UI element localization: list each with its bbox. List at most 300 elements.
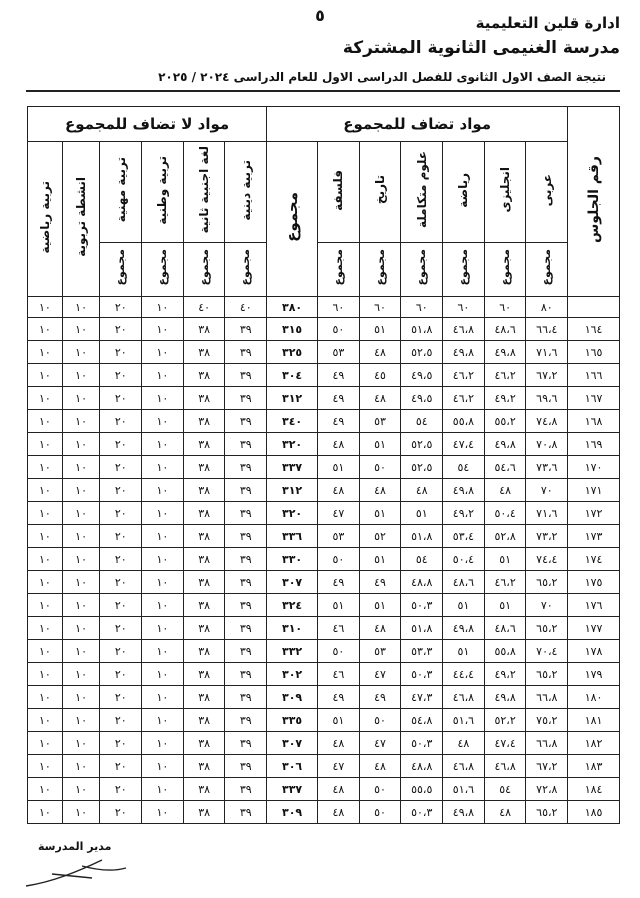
score-cell: ٤٩ [359,686,401,709]
score-cell: ٥١ [318,594,360,617]
score-cell: ١٠ [28,341,63,364]
score-cell: ٦٦،٤ [526,318,568,341]
score-cell: ٤٨ [443,732,485,755]
score-cell: ٧١،٦ [526,502,568,525]
score-cell: ٥٣ [359,640,401,663]
score-cell: ٢٠ [100,479,142,502]
score-cell: ١٠ [28,709,63,732]
score-cell: ٤٩،٨ [443,801,485,824]
total-cell: ٣١٠ [267,617,318,640]
subject-header-english: انجليزى [484,142,526,243]
score-cell: ١٠ [62,479,100,502]
table-row [28,410,620,433]
score-cell: ٧١،٦ [526,341,568,364]
seat-number-cell: ١٧٨ [568,640,620,663]
score-cell: ٢٠ [100,318,142,341]
subject-header-math: رياضة [443,142,485,243]
seat-number-cell: ١٧٠ [568,456,620,479]
score-cell: ١٠ [62,548,100,571]
max-score-cell: ٣٨٠ [267,297,318,318]
score-cell: ٣٨ [183,502,225,525]
subject-header-civics: تربية وطنية [142,142,184,243]
score-cell: ١٠ [142,709,184,732]
total-cell: ٣٠٩ [267,801,318,824]
table-row [28,479,620,502]
score-cell: ٦٥،٢ [526,801,568,824]
score-cell: ٤٧،٤ [484,732,526,755]
score-cell: ١٠ [142,548,184,571]
score-cell: ٣٩ [225,364,267,387]
score-cell: ٤٩ [318,364,360,387]
score-cell: ٣٩ [225,502,267,525]
seat-number-cell: ١٦٦ [568,364,620,387]
max-score-cell: ١٠ [62,297,100,318]
score-cell: ١٠ [142,387,184,410]
score-cell: ٣٨ [183,640,225,663]
seat-number-cell: ١٧٢ [568,502,620,525]
score-cell: ٥٠ [359,456,401,479]
score-cell: ١٠ [28,594,63,617]
score-cell: ٣٨ [183,594,225,617]
score-cell: ١٠ [142,686,184,709]
score-cell: ٧٠،٤ [526,640,568,663]
score-cell: ٤٦،٨ [484,755,526,778]
score-cell: ٤٩،٨ [443,479,485,502]
score-cell: ٢٠ [100,502,142,525]
seat-number-cell: ١٨٥ [568,801,620,824]
score-cell: ٤٩ [359,571,401,594]
score-cell: ٣٩ [225,433,267,456]
score-cell: ٧٠ [526,594,568,617]
score-cell: ٣٩ [225,571,267,594]
score-cell: ٥٠،٣ [401,663,443,686]
score-cell: ٥١ [484,548,526,571]
result-title: نتيجة الصف الاول الثانوى للفصل الدراسى الاول للعام الدراسى ٢٠٢٤ / ٢٠٢٥ [158,70,606,84]
title-underline [26,90,620,92]
seat-number-cell: ١٧٧ [568,617,620,640]
score-cell: ١٠ [28,778,63,801]
score-cell: ٥٥،٨ [443,410,485,433]
score-cell: ٣٩ [225,479,267,502]
score-cell: ٣٩ [225,594,267,617]
sub-header-total: مجموع [443,243,485,297]
score-cell: ٣٨ [183,801,225,824]
score-cell: ٥٣ [318,341,360,364]
score-cell: ٥٠ [318,318,360,341]
sub-header-total: مجموع [359,243,401,297]
score-cell: ٤٦ [318,663,360,686]
score-cell: ١٠ [142,617,184,640]
sub-header-total: مجموع [526,243,568,297]
score-cell: ٤٧ [318,502,360,525]
score-cell: ٣٨ [183,778,225,801]
seat-number-cell: ١٨٣ [568,755,620,778]
score-cell: ١٠ [28,387,63,410]
score-cell: ٥٤،٦ [484,456,526,479]
total-cell: ٣٢٠ [267,502,318,525]
score-cell: ١٠ [62,709,100,732]
score-cell: ٤٩،٥ [401,364,443,387]
score-cell: ١٠ [142,341,184,364]
seat-number-cell: ١٧٩ [568,663,620,686]
total-cell: ٣٠٧ [267,571,318,594]
score-cell: ١٠ [62,364,100,387]
total-cell: ٣٢٤ [267,594,318,617]
score-cell: ٧٤،٤ [526,548,568,571]
total-cell: ٣٢٥ [267,341,318,364]
score-cell: ٧٥،٢ [526,709,568,732]
score-cell: ٤٧ [359,663,401,686]
score-cell: ٣٩ [225,640,267,663]
score-cell: ٤٤،٤ [443,663,485,686]
score-cell: ٥٠،٣ [401,732,443,755]
table-row [28,387,620,410]
seat-number-cell: ١٧١ [568,479,620,502]
score-cell: ٥١،٦ [443,709,485,732]
score-cell: ١٠ [62,318,100,341]
total-cell: ٣١٥ [267,318,318,341]
score-cell: ٥٠ [359,778,401,801]
score-cell: ١٠ [28,571,63,594]
score-cell: ٤٩،٨ [484,341,526,364]
table-row [28,433,620,456]
score-cell: ٥٠،٤ [443,548,485,571]
max-score-cell: ٢٠ [100,297,142,318]
max-score-cell: ٦٠ [443,297,485,318]
score-cell: ٤٨ [401,479,443,502]
score-cell: ٣٩ [225,318,267,341]
score-cell: ٣٩ [225,525,267,548]
score-cell: ٥٢ [359,525,401,548]
score-cell: ٧٤،٨ [526,410,568,433]
table-row [28,709,620,732]
seat-number-cell: ١٧٣ [568,525,620,548]
score-cell: ١٠ [28,502,63,525]
score-cell: ٥١ [359,548,401,571]
total-cell: ٣٣٦ [267,525,318,548]
score-cell: ٥٤ [484,778,526,801]
score-cell: ١٠ [142,525,184,548]
score-cell: ٦٥،٢ [526,663,568,686]
score-cell: ٣٨ [183,709,225,732]
sub-header-total: مجموع [225,243,267,297]
table-row [28,571,620,594]
score-cell: ٤٩،٨ [443,341,485,364]
score-cell: ٤٩،٨ [484,433,526,456]
score-cell: ١٠ [62,686,100,709]
score-cell: ٤٨ [318,778,360,801]
score-cell: ٣٩ [225,663,267,686]
total-cell: ٣١٢ [267,479,318,502]
score-cell: ٥٠،٣ [401,594,443,617]
score-cell: ١٠ [28,640,63,663]
score-cell: ٤٨،٨ [401,571,443,594]
score-cell: ١٠ [62,410,100,433]
score-cell: ٣٩ [225,778,267,801]
score-cell: ٤٨ [484,801,526,824]
score-cell: ٥٠ [359,801,401,824]
score-cell: ٥٢،٢ [484,709,526,732]
score-cell: ١٠ [142,801,184,824]
max-score-cell: ٦٠ [359,297,401,318]
subject-header-religion: تربية دينية [225,142,267,243]
score-cell: ٥٠ [318,640,360,663]
score-cell: ٧٠،٨ [526,433,568,456]
score-cell: ٥١،٨ [401,525,443,548]
score-cell: ١٠ [28,479,63,502]
score-cell: ٤٩ [318,686,360,709]
score-cell: ٤٨ [359,755,401,778]
score-cell: ٣٨ [183,318,225,341]
total-cell: ٣٠٧ [267,732,318,755]
sub-header-total: مجموع [318,243,360,297]
subject-header-science: علوم متكاملة [401,142,443,243]
score-cell: ٣٨ [183,548,225,571]
score-cell: ٥٤ [443,456,485,479]
score-cell: ٦٦،٨ [526,686,568,709]
score-cell: ٤٦،٢ [443,364,485,387]
score-cell: ٢٠ [100,640,142,663]
max-score-cell: ١٠ [142,297,184,318]
score-cell: ١٠ [28,318,63,341]
max-scores-row [28,297,620,318]
score-cell: ٥١ [318,709,360,732]
score-cell: ٤٨ [359,387,401,410]
grades-body [28,297,620,824]
score-cell: ٤٦،٢ [443,387,485,410]
score-cell: ٦٩،٦ [526,387,568,410]
table-row [28,663,620,686]
score-cell: ٤٧،٣ [401,686,443,709]
score-cell: ٣٩ [225,709,267,732]
subject-header-history: تاريخ [359,142,401,243]
max-score-cell: ٨٠ [526,297,568,318]
score-cell: ١٠ [28,663,63,686]
score-cell: ٦٥،٢ [526,617,568,640]
score-cell: ٤٩ [318,410,360,433]
grades-table [27,106,620,824]
score-cell: ٤٦،٨ [443,318,485,341]
score-cell: ١٠ [142,479,184,502]
seat-number-cell: ١٦٤ [568,318,620,341]
seat-number-cell: ١٨٠ [568,686,620,709]
score-cell: ٢٠ [100,732,142,755]
score-cell: ٦٧،٢ [526,364,568,387]
score-cell: ٢٠ [100,548,142,571]
score-cell: ١٠ [28,410,63,433]
score-cell: ١٠ [28,755,63,778]
score-cell: ١٠ [142,594,184,617]
score-cell: ١٠ [62,525,100,548]
score-cell: ١٠ [62,755,100,778]
table-row [28,732,620,755]
max-score-cell: ٤٠ [225,297,267,318]
score-cell: ١٠ [28,364,63,387]
score-cell: ٧٣،٢ [526,525,568,548]
score-cell: ٣٨ [183,433,225,456]
score-cell: ٢٠ [100,755,142,778]
score-cell: ٥٤،٨ [401,709,443,732]
score-cell: ٥١،٦ [443,778,485,801]
score-cell: ٥٠،٤ [484,502,526,525]
score-cell: ٥١،٨ [401,318,443,341]
score-cell: ٢٠ [100,364,142,387]
score-cell: ٣٩ [225,548,267,571]
score-cell: ٤٨ [318,801,360,824]
score-cell: ٤٩،٨ [484,686,526,709]
score-cell: ١٠ [142,640,184,663]
score-cell: ٤٩،٨ [443,617,485,640]
table-row [28,801,620,824]
score-cell: ٥٠ [359,709,401,732]
seat-number-cell: ١٧٥ [568,571,620,594]
table-row [28,755,620,778]
score-cell: ٢٠ [100,801,142,824]
score-cell: ٥٠ [318,548,360,571]
max-score-cell: ٦٠ [318,297,360,318]
seat-number-cell: ١٦٩ [568,433,620,456]
sub-header-total: مجموع [142,243,184,297]
total-cell: ٣٣٧ [267,456,318,479]
table-row [28,502,620,525]
score-cell: ٤٧ [318,755,360,778]
principal-label: مدير المدرسة [38,840,112,853]
score-cell: ٤٨ [318,732,360,755]
score-cell: ٥١ [359,502,401,525]
score-cell: ٤٩،٢ [443,502,485,525]
score-cell: ١٠ [142,456,184,479]
score-cell: ١٠ [142,502,184,525]
score-cell: ٦٧،٢ [526,755,568,778]
seat-number-cell: ١٨٤ [568,778,620,801]
score-cell: ٣٩ [225,617,267,640]
score-cell: ٤٨ [318,433,360,456]
score-cell: ٣٨ [183,732,225,755]
score-cell: ٥٢،٥ [401,433,443,456]
sub-header-total: مجموع [100,243,142,297]
score-cell: ٤٨،٦ [484,318,526,341]
score-cell: ٥٤ [401,410,443,433]
score-cell: ١٠ [142,663,184,686]
score-cell: ٥٥،٥ [401,778,443,801]
score-cell: ٥٣،٤ [443,525,485,548]
score-cell: ٢٠ [100,571,142,594]
subject-header-activities: انشطة تربوية [62,142,100,297]
score-cell: ٤٨ [318,479,360,502]
score-cell: ٥١ [484,594,526,617]
score-cell: ٤٦،٢ [484,571,526,594]
subject-header-arabic: عربى [526,142,568,243]
score-cell: ٤٦،٢ [484,364,526,387]
score-cell: ١٠ [28,801,63,824]
total-cell: ٣٠٢ [267,663,318,686]
seat-number-cell: ١٨١ [568,709,620,732]
total-cell: ٣٠٦ [267,755,318,778]
max-score-cell: ١٠ [28,297,63,318]
score-cell: ٦٦،٨ [526,732,568,755]
score-cell: ٣٨ [183,617,225,640]
score-cell: ١٠ [62,801,100,824]
score-cell: ١٠ [142,571,184,594]
table-row [28,364,620,387]
seat-number-header: رقم الجلوس [568,107,620,297]
table-row [28,341,620,364]
score-cell: ٣٨ [183,686,225,709]
total-cell: ٣٢٠ [267,433,318,456]
score-cell: ٢٠ [100,686,142,709]
total-cell: ٣١٢ [267,387,318,410]
subject-header-second-language: لغة اجنبية ثانية [183,142,225,243]
score-cell: ١٠ [62,341,100,364]
score-cell: ٣٨ [183,755,225,778]
score-cell: ٤٩ [318,571,360,594]
score-cell: ٤٩،٥ [401,387,443,410]
score-cell: ٥٣ [318,525,360,548]
total-cell: ٣٠٩ [267,686,318,709]
sub-header-total: مجموع [484,243,526,297]
score-cell: ٣٩ [225,732,267,755]
score-cell: ١٠ [142,410,184,433]
score-cell: ٥٢،٥ [401,341,443,364]
score-cell: ٣٩ [225,387,267,410]
score-cell: ١٠ [62,433,100,456]
score-cell: ٤٧،٤ [443,433,485,456]
score-cell: ٥٢،٥ [401,456,443,479]
seat-number-cell: ١٦٧ [568,387,620,410]
table-row [28,617,620,640]
score-cell: ١٠ [28,433,63,456]
score-cell: ٥٤ [401,548,443,571]
total-cell: ٣٣٢ [267,640,318,663]
group-header-not-added: مواد لا تضاف للمجموع [28,107,267,142]
score-cell: ٢٠ [100,433,142,456]
score-cell: ٧٢،٨ [526,778,568,801]
max-score-cell: ٦٠ [401,297,443,318]
score-cell: ١٠ [142,364,184,387]
subject-header-sports: تربية رياضية [28,142,63,297]
score-cell: ١٠ [62,502,100,525]
score-cell: ٤٨ [484,479,526,502]
score-cell: ٤٦،٨ [443,686,485,709]
score-cell: ٥١ [443,640,485,663]
score-cell: ٤٨ [359,479,401,502]
total-cell: ٣٣٥ [267,709,318,732]
score-cell: ٤٩،٢ [484,663,526,686]
school-name: مدرسة الغنيمى الثانوية المشتركة [342,38,620,58]
subject-header-vocational: تربية مهنية [100,142,142,243]
score-cell: ٣٩ [225,755,267,778]
score-cell: ٢٠ [100,341,142,364]
score-cell: ٢٠ [100,387,142,410]
score-cell: ٤٧ [359,732,401,755]
score-cell: ٢٠ [100,617,142,640]
score-cell: ٥١ [359,594,401,617]
score-cell: ٥٣،٣ [401,640,443,663]
score-cell: ٤٥ [359,364,401,387]
score-cell: ٧٣،٦ [526,456,568,479]
score-cell: ٥١ [359,318,401,341]
seat-number-cell: ١٦٨ [568,410,620,433]
score-cell: ٤٨،٨ [401,755,443,778]
score-cell: ١٠ [28,617,63,640]
score-cell: ٤٨،٦ [443,571,485,594]
seat-number-cell: ١٧٤ [568,548,620,571]
score-cell: ٥٥،٨ [484,640,526,663]
seat-number-cell: ١٧٦ [568,594,620,617]
score-cell: ٢٠ [100,709,142,732]
score-cell: ٣٨ [183,456,225,479]
score-cell: ٤٩،٢ [484,387,526,410]
